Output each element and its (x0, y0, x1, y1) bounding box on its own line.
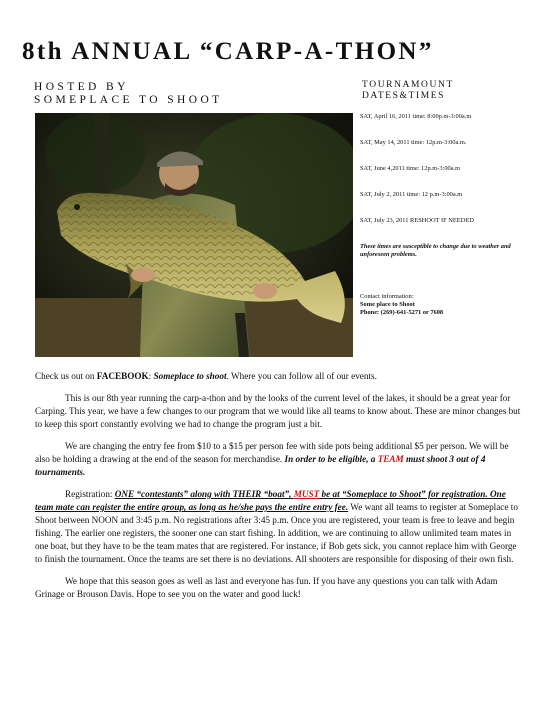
schedule-date-4: SAT, July 2, 2011 time: 12 p.m-3:00a.m (360, 191, 463, 198)
schedule-date-2: SAT, May 14, 2011 time: 12p.m-3:00a.m. (360, 139, 467, 146)
registration-comma: , (289, 489, 294, 499)
schedule-panel (360, 113, 550, 317)
host-block (34, 81, 223, 107)
carp-photo (35, 113, 353, 357)
contact-phone: Phone: (269)-641-5271 or 7608 (360, 309, 444, 316)
facebook-intro: Check us out on (35, 371, 97, 381)
registration-location: be at “Someplace to Shoot” for registration. (319, 489, 488, 499)
entry-fee-text: We are changing the entry fee from $10 to a $15 per person fee with side pots being additional $5 per person. We will be also be holding a drawing at the end of the season for merchandise. (35, 441, 509, 464)
registration-contestants: ONE “contestants” along with THEIR “boat” (114, 489, 290, 499)
eligibility-text: In order to be eligible, (284, 454, 369, 464)
facebook-paragraph (35, 370, 521, 383)
dates-heading (362, 80, 454, 102)
registration-must: MUST (293, 489, 320, 499)
facebook-page-name: Someplace to shoot (153, 371, 227, 381)
intro-paragraph: This is our 8th year running the carp-a-thon and by the looks of the current level of the lakes, it should be a great year for Carping. This year, we have a few changes to our program that we would like all teams to know about. These are minor changes but to keep this sport constantly evolving we had to change the program just a bit. (35, 393, 521, 429)
registration-teammate-rule: One team mate can register the entire group, as long as he/she pays the entire entry fee. (35, 489, 506, 512)
schedule-note: These times are susceptible to change due to weather and unforeseen problems. (360, 243, 511, 258)
dates-heading-line-1: TOURNAMOUNT (362, 80, 454, 90)
schedule-date-3: SAT, June 4,2011 time: 12p.m-3:00a.m (360, 165, 461, 172)
dates-heading-line-2: DATES&TIMES (362, 91, 446, 101)
contact-label: Contact information: (360, 293, 414, 300)
registration-label: Registration: (65, 489, 115, 499)
host-line-2: SOMEPLACE TO SHOOT (34, 94, 223, 106)
schedule-date-1: SAT, April 16, 2011 time: 8:00p.m-3:00a.m (360, 113, 472, 120)
registration-paragraph (35, 488, 521, 566)
flyer-title: 8th ANNUAL “CARP-A-THON” (22, 38, 434, 65)
facebook-colon: : (148, 371, 154, 381)
entry-fee-paragraph (35, 440, 521, 479)
closing-paragraph: We hope that this season goes as well as last and everyone has fun. If you have any questions you can talk with Adam Grinage or Brouson Davis. Hope to see you on the water and good luck! (35, 576, 498, 599)
facebook-label: FACEBOOK (96, 371, 149, 381)
eligibility-article: a (368, 454, 378, 464)
registration-details: We want all teams to register at Someplace to Shoot between NOON and 3:45 p.m. No registrations after 3:45 p.m. Once you are registered, your team is free to leave and begin fishing. The earlier one registers, the sooner one can start fishing. In addition, we are continuing to allow unlimited team mates in one boat, but they have to be the team mates that are registered. For instance, if Bob gets sick, you cannot replace him with George to finish the tournament. Once the teams are set there is no deviations. All shooters are responsible for disposing of their own fish. (35, 502, 518, 564)
facebook-outro: . Where you can follow all of our events. (226, 371, 377, 381)
contact-name: Some place to Shoot (360, 301, 415, 308)
eligibility-rule: must shoot 3 out of 4 tournaments. (35, 454, 486, 477)
flyer-body (35, 370, 521, 610)
schedule-date-5: SAT, July 23, 2011 RESHOOT IF NEEDED (360, 217, 474, 224)
carp-photo-illustration (35, 113, 353, 357)
host-line-1: HOSTED BY (34, 81, 129, 93)
team-emphasis: TEAM (377, 454, 404, 464)
